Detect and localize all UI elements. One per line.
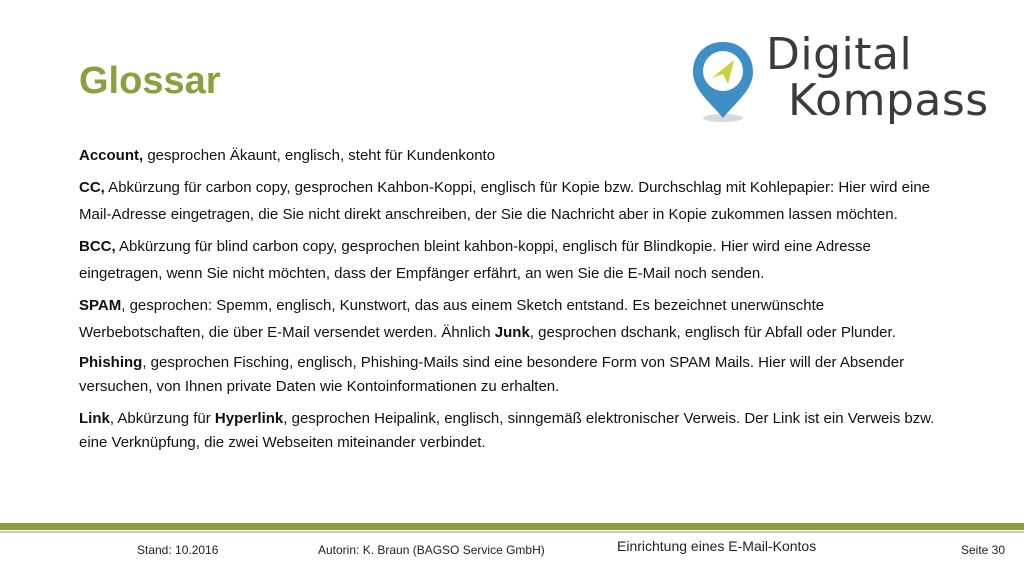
term: CC, (79, 179, 105, 196)
footer-author: Autorin: K. Braun (BAGSO Service GmbH) (318, 543, 545, 557)
glossary-entry-bcc (79, 233, 939, 287)
footer-page-number: Seite 30 (961, 543, 1006, 557)
definition-continued: , gesprochen Heipalink, englisch, sinngemäß elektronischer Verweis. Der Link ist ein Verweis bzw. eine Verknüpfung, die zwei Webseiten miteinander verbindet. (79, 410, 935, 451)
location-pin-icon (690, 40, 756, 124)
footer-divider-line (0, 531, 1024, 533)
footer-date: Stand: 10.2016 (137, 543, 219, 557)
glossary-entry-phishing (79, 351, 939, 399)
logo-wordmark (766, 29, 989, 126)
term-secondary: Hyperlink (214, 410, 284, 427)
definition: Abkürzung für carbon copy, gesprochen Kahbon-Koppi, englisch für Kopie bzw. Durchschlag mit Kohlepapier: Hier wird eine Mail-Adresse eingetragen, die Sie nicht direkt anschreiben, der Sie die Nachricht aber in Kopie zukommen lassen möchten. (79, 179, 931, 223)
term: Phishing (79, 354, 143, 371)
footer-divider-bar (0, 523, 1024, 530)
page-title: Glossar (79, 60, 221, 102)
logo-line-2: Kompass (788, 75, 989, 126)
glossary-entry-link (79, 407, 939, 455)
definition: Abkürzung für blind carbon copy, gesprochen bleint kahbon-koppi, englisch für Blindkopie. Hier wird eine Adresse eingetragen, wenn Sie nicht möchten, dass der Empfänger erfährt, an wen Sie die E-Mail noch senden. (79, 238, 871, 282)
glossary-entry-spam (79, 292, 939, 346)
digital-kompass-logo (690, 29, 990, 130)
term: SPAM (79, 297, 122, 314)
logo-line-1: Digital (766, 29, 913, 80)
glossary-entry-cc (79, 174, 939, 228)
term: Account, (79, 147, 144, 164)
definition: , gesprochen: Spemm, englisch, Kunstwort, das aus einem Sketch entstand. Es bezeichnet unerwünschte Werbebotschaften, die über E-Mail versendet werden. Ähnlich (79, 297, 825, 341)
glossary-list (79, 142, 939, 463)
definition-continued: , gesprochen dschank, englisch für Abfall oder Plunder. (529, 324, 896, 341)
definition: , gesprochen Fisching, englisch, Phishing-Mails sind eine besondere Form von SPAM Mails. Hier will der Absender versuchen, von Ihnen private Daten wie Kontoinformationen zu erhalten. (79, 354, 905, 395)
footer-topic: Einrichtung eines E-Mail-Kontos (617, 538, 817, 554)
term: Link (79, 410, 110, 427)
definition: , Abkürzung für (109, 410, 215, 427)
term: BCC, (79, 238, 116, 255)
glossary-entry-account (79, 142, 939, 169)
definition: gesprochen Äkaunt, englisch, steht für Kundenkonto (143, 147, 496, 164)
term-secondary: Junk (494, 324, 530, 341)
